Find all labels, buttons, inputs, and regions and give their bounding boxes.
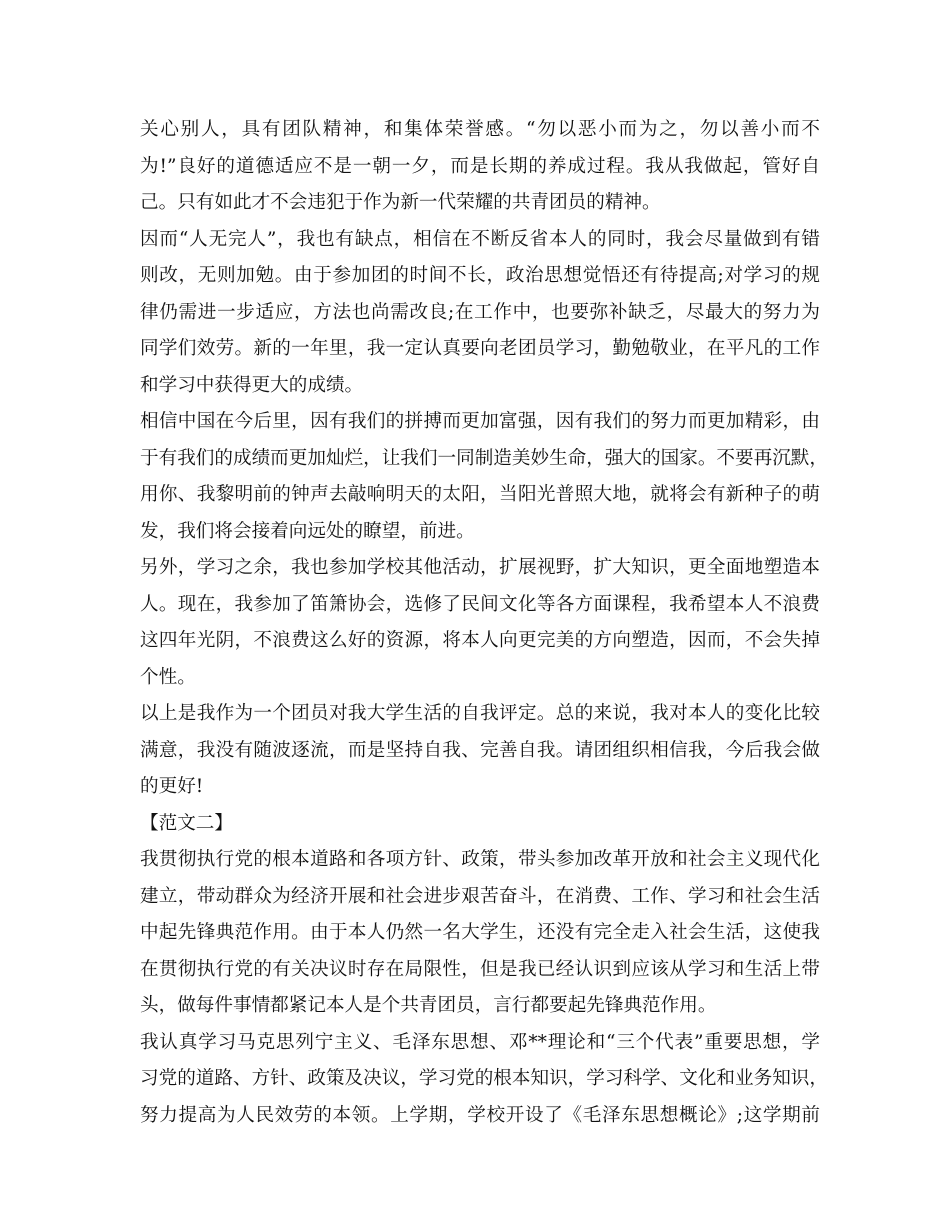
- text-line: 头，做每件事情都紧记本人是个共青团员，言行都要起先锋典范作用。: [140, 995, 717, 1016]
- text-line: 习党的道路、方针、政策及决议，学习党的根本知识，学习科学、文化和业务知识，: [140, 1068, 828, 1089]
- text-line: 我认真学习马克思列宁主义、毛泽东思想、邓**理论和“三个代表”重要思想，学: [140, 1031, 820, 1053]
- text-line: 我贯彻执行党的根本道路和各项方针、政策，带头参加改革开放和社会主义现代化: [140, 849, 820, 870]
- text-line: 则改，无则加勉。由于参加团的时间不长，政治思想觉悟还有待提高;对学习的规: [140, 265, 820, 286]
- text-line: 为!”良好的道德适应不是一朝一夕，而是长期的养成过程。我从我做起，管好自: [140, 155, 820, 177]
- text-line: 己。只有如此才不会违犯于作为新一代荣耀的共青团员的精神。: [140, 192, 661, 213]
- text-line: 和学习中获得更大的成绩。: [140, 374, 364, 396]
- text-line: 因而“人无完人”，我也有缺点，相信在不断反省本人的同时，我会尽量做到有错: [140, 228, 820, 250]
- text-line: 中起先锋典范作用。由于本人仍然一名大学生，还没有完全走入社会生活，这使我: [140, 922, 820, 943]
- text-line: 满意，我没有随波逐流，而是坚持自我、完善自我。请团组织相信我，今后我会做: [140, 739, 820, 761]
- text-line: 建立，带动群众为经济开展和社会进步艰苦奋斗，在消费、工作、学习和社会生活: [140, 885, 820, 907]
- text-line: 相信中国在今后里，因有我们的拼搏而更加富强，因有我们的努力而更加精彩，由: [140, 411, 820, 432]
- text-line: 发，我们将会接着向远处的瞭望，前进。: [140, 520, 475, 542]
- text-line: 以上是我作为一个团员对我大学生活的自我评定。总的来说，我对本人的变化比较: [140, 703, 820, 724]
- text-line: 用你、我黎明前的钟声去敲响明天的太阳，当阳光普照大地，就将会有新种子的萌: [140, 484, 820, 505]
- text-line: 这四年光阴，不浪费这么好的资源，将本人向更完美的方向塑造，因而，不会失掉: [140, 630, 820, 651]
- text-line: 人。现在，我参加了笛箫协会，选修了民间文化等各方面课程，我希望本人不浪费: [140, 593, 820, 615]
- text-line: 的更好!: [140, 776, 204, 797]
- text-line: 个性。: [140, 666, 196, 688]
- document-body: [140, 112, 828, 1134]
- text-line: 在贯彻执行党的有关决议时存在局限性，但是我已经认识到应该从学习和生活上带: [140, 958, 820, 980]
- text-line: 另外，学习之余，我也参加学校其他活动，扩展视野，扩大知识，更全面地塑造本: [140, 557, 820, 578]
- section-heading: 【范文二】: [140, 812, 233, 834]
- text-line: 于有我们的成绩而更加灿烂，让我们一同制造美妙生命，强大的国家。不要再沉默，: [140, 447, 828, 469]
- text-line: 关心别人，具有团队精神，和集体荣誉感。“勿以恶小而为之，勿以善小而不: [140, 119, 820, 140]
- text-line: 同学们效劳。新的一年里，我一定认真要向老团员学习，勤勉敬业，在平凡的工作: [140, 338, 820, 359]
- text-line: 律仍需进一步适应，方法也尚需改良;在工作中，也要弥补缺乏，尽最大的努力为: [140, 301, 820, 323]
- text-line: 努力提高为人民效劳的本领。上学期，学校开设了《毛泽东思想概论》;这学期前: [140, 1104, 820, 1126]
